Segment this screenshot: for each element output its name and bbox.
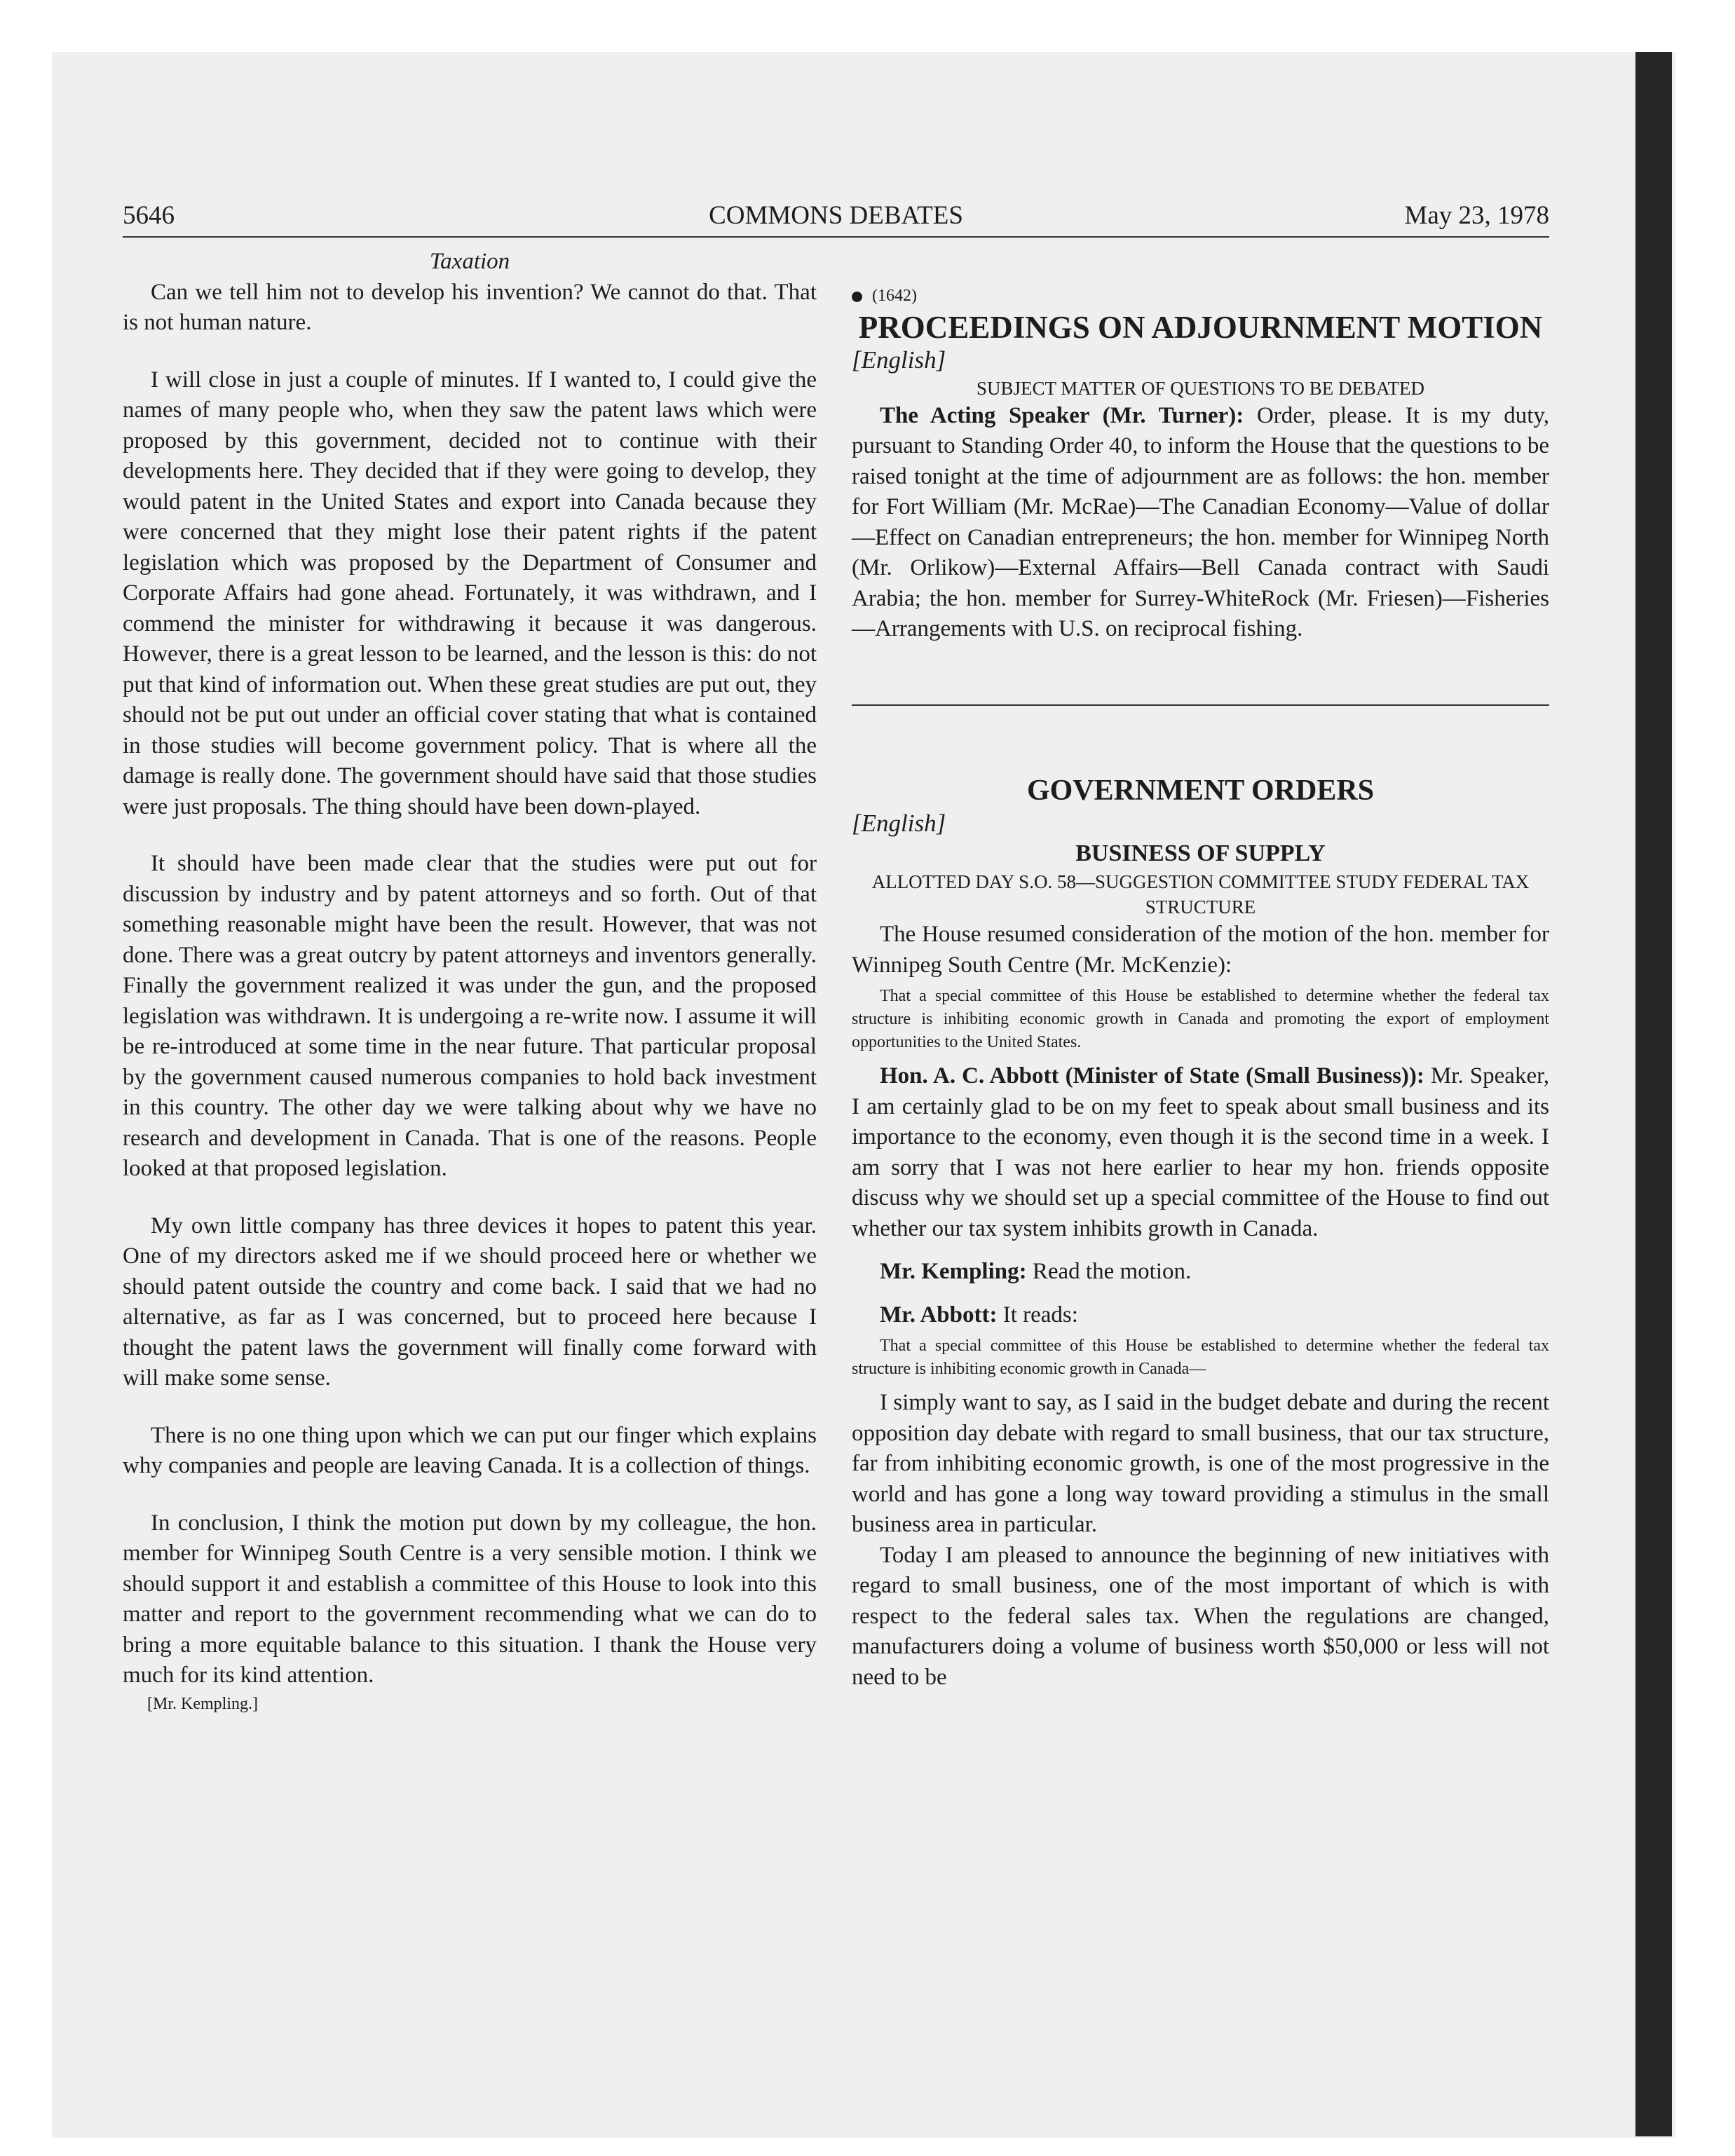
publication-title: COMMONS DEBATES <box>709 201 963 230</box>
bullet-icon <box>852 292 862 302</box>
abbott-short-paragraph <box>852 1300 1549 1331</box>
speaker-name: The Acting Speaker (Mr. Turner): <box>880 402 1244 428</box>
speaker-name: Mr. Kempling: <box>880 1259 1027 1284</box>
adjournment-subheading: SUBJECT MATTER OF QUESTIONS TO BE DEBATED <box>976 377 1425 399</box>
right-column <box>852 282 1549 1693</box>
resumed-paragraph: The House resumed consideration of the motion of the hon. member for Winnipeg South Centre (Mr. McKenzie): <box>852 922 1549 978</box>
allotted-day-heading: ALLOTTED DAY S.O. 58—SUGGESTION COMMITTEE STUDY FEDERAL TAX STRUCTURE <box>871 871 1530 917</box>
running-head <box>123 196 1549 238</box>
speaker-text: It reads: <box>1002 1302 1078 1328</box>
body-paragraph: Today I am pleased to announce the beginning of new initiatives with regard to small business, one of the most important of which is with respect to the federal sales tax. When the regulations are changed, manufacturers doing a volume of business worth $50,000 or less will not need to be <box>852 1542 1549 1690</box>
abbott-paragraph <box>852 1061 1549 1244</box>
section-label: Taxation <box>429 249 510 274</box>
speaker-text: Order, please. It is my duty, pursuant to Standing Order 40, to inform the House that the questions to be raised tonight at the time of adjournment are as follows: the hon. member for Fort William (Mr. McRae)—The Canadian Economy—Value of dollar—Effect on Canadian entrepreneurs; the hon. member for Winnipeg North (Mr. Orlikow)—External Affairs—Bell Canada contract with Saudi Arabia; the hon. member for Surrey-WhiteRock (Mr. Friesen)—Fisheries—Arrangements with U.S. on reciprocal fishing. <box>852 402 1549 641</box>
speaker-text: Mr. Speaker, I am certainly glad to be on my feet to speak about small business and its importance to the economy, even though it is the second time in a week. I am sorry that I was not here earlier to hear my hon. friends opposite discuss why we should set up a special committee of the House to find out whether our tax system inhibits growth in Canada. <box>852 1063 1550 1241</box>
body-paragraph: In conclusion, I think the motion put down by my colleague, the hon. member for Winnipeg South Centre is a very sensible motion. I think we should support it and establish a committee of this House to look into this matter and report to the government recommending what we can do to bring a more equitable balance to this situation. I thank the House very much for its kind attention. <box>123 1510 817 1688</box>
body-paragraph: I will close in just a couple of minutes. If I wanted to, I could give the names of many people who, when they saw the patent laws which were proposed by this government, decided not to continue with their developments here. They decided that if they were going to develop, they would patent in the United States and export into Canada because they were concerned that they might lose their patent rights if the patent legislation which was proposed by the Department of Consumer and Corporate Affairs had gone ahead. Fortunately, it was withdrawn, and I commend the minister for withdrawing it because it was dangerous. However, there is a great lesson to be learned, and the lesson is this: do not put that kind of information out. When these great studies are put out, they should not be put out under an official cover stating that what is contained in those studies will become government policy. That is where all the damage is really done. The government should have said that those studies were just proposals. The thing should have been down-played. <box>123 367 817 819</box>
section-divider <box>852 704 1549 706</box>
body-paragraph: I simply want to say, as I said in the budget debate and during the recent opposition day debate with regard to small business, that our tax structure, far from inhibiting economic growth, is one of the most progressive in the world and has gone a long way toward providing a stimulus in the small business area in particular. <box>852 1390 1549 1537</box>
body-paragraph: There is no one thing upon which we can put our finger which explains why companies and people are leaving Canada. It is a collection of things. <box>123 1422 817 1478</box>
language-tag: [English] <box>852 809 946 837</box>
speaker-name: Hon. A. C. Abbott (Minister of State (Small Business)): <box>880 1063 1424 1089</box>
speaker-footer-note: [Mr. Kempling.] <box>147 1694 258 1713</box>
language-tag: [English] <box>852 346 946 374</box>
adjournment-heading: PROCEEDINGS ON ADJOURNMENT MOTION <box>858 310 1543 345</box>
sitting-time-marker <box>852 282 1549 310</box>
supply-heading: BUSINESS OF SUPPLY <box>1075 840 1326 866</box>
speaker-text: Read the motion. <box>1032 1259 1192 1284</box>
acting-speaker-paragraph <box>852 401 1549 645</box>
government-orders-heading: GOVERNMENT ORDERS <box>1026 774 1375 807</box>
sitting-date: May 23, 1978 <box>1404 201 1549 230</box>
page-number: 5646 <box>123 201 175 230</box>
sitting-time: (1642) <box>872 287 917 305</box>
kempling-paragraph <box>852 1257 1549 1288</box>
motion-quote: That a special committee of this House be established to determine whether the federal tax structure is inhibiting economic growth in Canada— <box>852 1337 1549 1378</box>
body-paragraph: My own little company has three devices it hopes to patent this year. One of my directors asked me if we should proceed here or whether we should patent outside the country and come back. I said that we had no alternative, as far as I was concerned, but to proceed here because I thought the patent laws the government will finally come forward with will make some sense. <box>123 1213 817 1391</box>
body-paragraph: It should have been made clear that the studies were put out for discussion by industry and by patent attorneys and so forth. Out of that something reasonable might have been the result. However, that was not done. There was a great outcry by patent attorneys and inventors generally. Finally the government realized it was under the gun, and the proposed legislation was withdrawn. It is undergoing a re-write now. I assume it will be re-introduced at some time in the near future. That particular proposal by the government caused numerous companies to hold back investment in this country. The other day we were talking about why we have no research and development in Canada. That is one of the reasons. People looked at that proposed legislation. <box>123 851 817 1181</box>
motion-text: That a special committee of this House be established to determine whether the federal tax structure is inhibiting economic growth in Canada and promoting the export of employment opportunities to the United States. <box>852 987 1549 1051</box>
speaker-name: Mr. Abbott: <box>880 1302 998 1328</box>
left-column <box>123 247 817 1717</box>
scan-edge-bar <box>1635 52 1672 2136</box>
body-paragraph: Can we tell him not to develop his invention? We cannot do that. That is not human nature. <box>123 279 817 335</box>
